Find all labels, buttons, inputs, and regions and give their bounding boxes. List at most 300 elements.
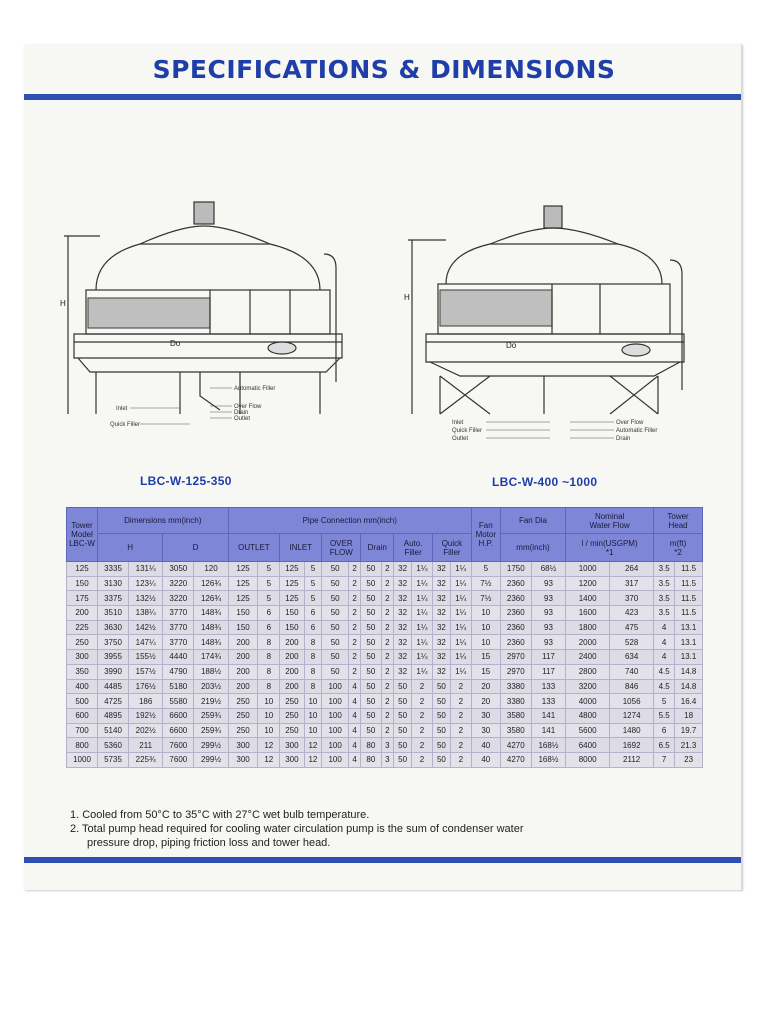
table-cell: 6400 — [566, 738, 610, 753]
table-cell: 11.5 — [675, 591, 703, 606]
table-row — [67, 752, 703, 767]
table-cell: 3.5 — [654, 576, 675, 591]
table-cell: 125 — [67, 562, 98, 577]
table-cell: 4270 — [500, 738, 531, 753]
table-cell: 148¾ — [194, 620, 228, 635]
table-cell: 2360 — [500, 606, 531, 621]
table-cell: 188½ — [194, 664, 228, 679]
table-cell: 32 — [433, 591, 451, 606]
table-cell: 23 — [675, 752, 703, 767]
table-cell: 2400 — [566, 650, 610, 665]
table-cell: 5 — [258, 576, 280, 591]
callout-outlet: Outlet — [452, 436, 469, 442]
table-cell: 203½ — [194, 679, 228, 694]
table-cell: 200 — [280, 664, 304, 679]
table-cell: 300 — [280, 738, 304, 753]
table-cell: 11.5 — [675, 606, 703, 621]
table-row — [67, 635, 703, 650]
table-cell: 50 — [433, 723, 451, 738]
callout-quick-filler: Quick Filler — [452, 428, 483, 434]
table-cell: 133 — [531, 679, 565, 694]
table-cell: 18 — [675, 708, 703, 723]
table-cell: 1750 — [500, 562, 531, 577]
table-row — [67, 576, 703, 591]
table-cell: 2 — [349, 664, 361, 679]
table-cell: 50 — [361, 606, 381, 621]
table-cell: 50 — [394, 679, 412, 694]
table-cell: 3.5 — [654, 591, 675, 606]
col-overflow — [322, 534, 361, 562]
table-cell: 4 — [349, 679, 361, 694]
table-cell: 8 — [258, 650, 280, 665]
table-cell: 5180 — [163, 679, 194, 694]
table-cell: 125 — [228, 562, 258, 577]
table-cell: 2 — [411, 694, 432, 709]
table-cell: 4790 — [163, 664, 194, 679]
col-h: H — [98, 534, 163, 562]
table-cell: 150 — [228, 620, 258, 635]
table-cell: 1¼ — [411, 635, 432, 650]
table-cell: 32 — [433, 635, 451, 650]
table-cell: 20 — [471, 679, 500, 694]
table-cell: 5 — [471, 562, 500, 577]
table-cell: 1¼ — [411, 562, 432, 577]
table-cell: 200 — [228, 679, 258, 694]
table-cell: 1¼ — [450, 591, 471, 606]
table-cell: 1¼ — [411, 620, 432, 635]
tower-diagram-large — [400, 200, 700, 448]
col-water-flow — [566, 508, 654, 534]
table-cell: 50 — [361, 708, 381, 723]
table-cell: 168½ — [531, 738, 565, 753]
table-cell: 3220 — [163, 591, 194, 606]
col-quick-filler — [433, 534, 472, 562]
table-cell: 370 — [610, 591, 654, 606]
table-cell: 200 — [228, 635, 258, 650]
table-cell: 1¼ — [411, 650, 432, 665]
table-cell: 125 — [280, 576, 304, 591]
table-cell: 68½ — [531, 562, 565, 577]
table-cell: 317 — [610, 576, 654, 591]
table-cell: 32 — [433, 576, 451, 591]
table-cell: 4 — [349, 694, 361, 709]
dim-h-label: H — [60, 299, 66, 308]
table-cell: 740 — [610, 664, 654, 679]
table-cell: 50 — [394, 738, 412, 753]
table-cell: 2 — [450, 752, 471, 767]
table-cell: 12 — [258, 752, 280, 767]
table-cell: 3050 — [163, 562, 194, 577]
table-cell: 1274 — [610, 708, 654, 723]
table-cell: 100 — [322, 679, 349, 694]
table-cell: 211 — [129, 738, 163, 753]
table-cell: 2 — [450, 694, 471, 709]
callout-outlet: Outlet — [234, 416, 251, 422]
table-cell: 32 — [394, 650, 412, 665]
table-cell: 150 — [67, 576, 98, 591]
table-cell: 4 — [349, 723, 361, 738]
table-cell: 1¼ — [411, 664, 432, 679]
table-row — [67, 650, 703, 665]
table-cell: 2 — [381, 679, 394, 694]
table-cell: 32 — [394, 606, 412, 621]
tower-drawing-large — [400, 200, 700, 448]
callout-quick-filler: Quick Filler — [110, 422, 141, 428]
table-cell: 225¾ — [129, 752, 163, 767]
table-cell: 5 — [654, 694, 675, 709]
col-dimensions: Dimensions mm(inch) — [98, 508, 229, 534]
table-cell: 50 — [322, 650, 349, 665]
table-cell: 168½ — [531, 752, 565, 767]
header-motor: Motor — [475, 530, 497, 539]
table-cell: 2970 — [500, 650, 531, 665]
header-lbc-w: LBC-W — [69, 539, 95, 548]
col-fan-dia: Fan Dia — [500, 508, 565, 534]
table-cell: 4 — [349, 752, 361, 767]
header-flow: FLOW — [329, 547, 353, 557]
header-filler: Filler — [404, 547, 422, 557]
table-cell: 141 — [531, 723, 565, 738]
table-cell: 117 — [531, 650, 565, 665]
table-cell: 4895 — [98, 708, 129, 723]
table-cell: 6 — [304, 606, 322, 621]
table-row — [67, 606, 703, 621]
table-cell: 93 — [531, 635, 565, 650]
table-cell: 2 — [450, 708, 471, 723]
table-cell: 10 — [304, 694, 322, 709]
table-cell: 4485 — [98, 679, 129, 694]
table-cell: 132½ — [129, 591, 163, 606]
table-cell: 1600 — [566, 606, 610, 621]
table-cell: 2 — [450, 738, 471, 753]
dim-do-label: Do — [506, 341, 517, 350]
table-cell: 2 — [349, 606, 361, 621]
table-cell: 13.1 — [675, 620, 703, 635]
table-cell: 50 — [322, 591, 349, 606]
table-cell: 2 — [349, 591, 361, 606]
header-over: OVER — [329, 538, 353, 548]
table-cell: 125 — [280, 591, 304, 606]
table-cell: 8 — [304, 635, 322, 650]
table-cell: 50 — [361, 591, 381, 606]
table-cell: 15 — [471, 650, 500, 665]
col-tower-head-unit — [654, 534, 703, 562]
table-cell: 186 — [129, 694, 163, 709]
table-cell: 3130 — [98, 576, 129, 591]
table-cell: 117 — [531, 664, 565, 679]
table-cell: 7600 — [163, 738, 194, 753]
table-cell: 3335 — [98, 562, 129, 577]
table-cell: 475 — [610, 620, 654, 635]
table-cell: 2360 — [500, 620, 531, 635]
table-cell: 10 — [258, 694, 280, 709]
table-cell: 14.8 — [675, 664, 703, 679]
table-cell: 5600 — [566, 723, 610, 738]
table-cell: 4 — [349, 738, 361, 753]
table-cell: 50 — [322, 635, 349, 650]
col-pipe-connection: Pipe Connection mm(inch) — [228, 508, 471, 534]
table-cell: 2112 — [610, 752, 654, 767]
col-drain: Drain — [361, 534, 394, 562]
table-cell: 93 — [531, 606, 565, 621]
table-cell: 2360 — [500, 591, 531, 606]
table-cell: 10 — [304, 723, 322, 738]
table-cell: 5140 — [98, 723, 129, 738]
table-cell: 100 — [322, 694, 349, 709]
table-cell: 200 — [280, 635, 304, 650]
table-cell: 500 — [67, 694, 98, 709]
table-cell: 131¼ — [129, 562, 163, 577]
table-cell: 1400 — [566, 591, 610, 606]
callout-over-flow: Over Flow — [616, 420, 644, 426]
table-cell: 148¾ — [194, 635, 228, 650]
table-cell: 3380 — [500, 679, 531, 694]
table-cell: 2800 — [566, 664, 610, 679]
table-cell: 32 — [394, 591, 412, 606]
table-cell: 350 — [67, 664, 98, 679]
table-cell: 148¾ — [194, 606, 228, 621]
table-cell: 5 — [304, 576, 322, 591]
table-cell: 32 — [433, 562, 451, 577]
table-cell: 1¼ — [450, 606, 471, 621]
table-cell: 3380 — [500, 694, 531, 709]
table-cell: 800 — [67, 738, 98, 753]
table-cell: 2 — [349, 620, 361, 635]
table-cell: 1¼ — [411, 591, 432, 606]
table-cell: 7½ — [471, 576, 500, 591]
table-cell: 4000 — [566, 694, 610, 709]
table-cell: 5 — [258, 591, 280, 606]
table-cell: 80 — [361, 738, 381, 753]
table-cell: 3.5 — [654, 606, 675, 621]
table-cell: 2970 — [500, 664, 531, 679]
table-cell: 100 — [322, 752, 349, 767]
table-cell: 50 — [361, 679, 381, 694]
table-row — [67, 708, 703, 723]
table-cell: 1¼ — [450, 635, 471, 650]
table-cell: 5580 — [163, 694, 194, 709]
table-cell: 120 — [194, 562, 228, 577]
header-model: Model — [71, 530, 93, 539]
table-cell: 1800 — [566, 620, 610, 635]
table-cell: 100 — [322, 723, 349, 738]
table-cell: 2 — [381, 664, 394, 679]
col-outlet: OUTLET — [228, 534, 280, 562]
table-cell: 300 — [228, 752, 258, 767]
table-cell: 2 — [381, 708, 394, 723]
table-cell: 219½ — [194, 694, 228, 709]
table-cell: 12 — [258, 738, 280, 753]
table-cell: 202½ — [129, 723, 163, 738]
callout-automatic-filler: Automatic Filler — [234, 386, 276, 392]
col-inlet: INLET — [280, 534, 322, 562]
table-cell: 200 — [67, 606, 98, 621]
table-cell: 1200 — [566, 576, 610, 591]
table-cell: 1¼ — [450, 620, 471, 635]
table-row — [67, 620, 703, 635]
footnote-1: 1. Cooled from 50°C to 35°C with 27°C wet bulb temperature. — [70, 809, 370, 821]
table-cell: 3770 — [163, 606, 194, 621]
table-cell: 6 — [304, 620, 322, 635]
table-cell: 3.5 — [654, 562, 675, 577]
table-cell: 32 — [433, 620, 451, 635]
table-cell: 133 — [531, 694, 565, 709]
table-cell: 3750 — [98, 635, 129, 650]
dim-h-label: H — [404, 293, 410, 302]
col-fan-dia-unit: mm(inch) — [500, 534, 565, 562]
table-row — [67, 664, 703, 679]
table-cell: 2 — [450, 723, 471, 738]
table-cell: 5735 — [98, 752, 129, 767]
table-cell: 299½ — [194, 738, 228, 753]
table-cell: 40 — [471, 738, 500, 753]
table-row — [67, 694, 703, 709]
table-cell: 4800 — [566, 708, 610, 723]
table-cell: 7½ — [471, 591, 500, 606]
callout-drain: Drain — [616, 436, 631, 442]
table-cell: 5 — [258, 562, 280, 577]
table-cell: 1¼ — [411, 606, 432, 621]
table-cell: 15 — [471, 664, 500, 679]
table-cell: 50 — [361, 650, 381, 665]
table-cell: 50 — [433, 679, 451, 694]
table-cell: 3770 — [163, 620, 194, 635]
table-cell: 8 — [304, 664, 322, 679]
header-note-2: *2 — [674, 547, 682, 557]
table-cell: 125 — [280, 562, 304, 577]
table-cell: 32 — [433, 664, 451, 679]
table-cell: 32 — [394, 562, 412, 577]
table-cell: 50 — [394, 708, 412, 723]
table-cell: 50 — [433, 752, 451, 767]
footnotes — [70, 808, 710, 850]
header-head: Head — [668, 520, 688, 530]
table-cell: 32 — [394, 635, 412, 650]
table-cell: 147¼ — [129, 635, 163, 650]
table-cell: 3375 — [98, 591, 129, 606]
table-cell: 30 — [471, 723, 500, 738]
table-cell: 1¼ — [450, 576, 471, 591]
table-cell: 50 — [361, 620, 381, 635]
col-water-flow-unit — [566, 534, 654, 562]
table-cell: 150 — [280, 620, 304, 635]
table-cell: 2000 — [566, 635, 610, 650]
header-nominal: Nominal — [594, 511, 625, 521]
table-cell: 6.5 — [654, 738, 675, 753]
table-cell: 2 — [411, 738, 432, 753]
table-cell: 50 — [322, 562, 349, 577]
table-cell: 10 — [258, 723, 280, 738]
footnote-2-continued: pressure drop, piping friction loss and tower head. — [87, 837, 331, 849]
table-cell: 3770 — [163, 635, 194, 650]
table-cell: 250 — [280, 723, 304, 738]
header-note-1: *1 — [605, 547, 614, 557]
table-cell: 100 — [322, 738, 349, 753]
table-row — [67, 679, 703, 694]
table-cell: 2 — [381, 723, 394, 738]
table-cell: 2 — [411, 679, 432, 694]
table-cell: 6 — [654, 723, 675, 738]
table-cell: 155½ — [129, 650, 163, 665]
table-cell: 1692 — [610, 738, 654, 753]
table-cell: 10 — [471, 606, 500, 621]
table-cell: 250 — [280, 694, 304, 709]
table-cell: 4 — [654, 650, 675, 665]
table-cell: 2 — [349, 635, 361, 650]
table-cell: 4 — [349, 708, 361, 723]
table-cell: 8 — [258, 635, 280, 650]
table-cell: 125 — [228, 576, 258, 591]
table-cell: 2 — [349, 562, 361, 577]
table-cell: 50 — [433, 694, 451, 709]
table-cell: 2 — [411, 752, 432, 767]
table-cell: 50 — [322, 620, 349, 635]
table-cell: 93 — [531, 620, 565, 635]
header-water-flow-unit: l / min(USGPM) — [581, 538, 638, 548]
table-cell: 30 — [471, 708, 500, 723]
table-cell: 3580 — [500, 723, 531, 738]
table-cell: 299½ — [194, 752, 228, 767]
col-tower-head — [654, 508, 703, 534]
table-cell: 3200 — [566, 679, 610, 694]
table-cell: 6 — [258, 620, 280, 635]
table-cell: 400 — [67, 679, 98, 694]
table-cell: 2360 — [500, 635, 531, 650]
table-cell: 634 — [610, 650, 654, 665]
header-filler: Filler — [443, 547, 461, 557]
table-cell: 250 — [228, 723, 258, 738]
table-cell: 50 — [361, 635, 381, 650]
table-cell: 6600 — [163, 708, 194, 723]
table-cell: 250 — [280, 708, 304, 723]
table-cell: 12 — [304, 752, 322, 767]
table-cell: 11.5 — [675, 576, 703, 591]
table-cell: 50 — [361, 694, 381, 709]
table-cell: 8 — [304, 650, 322, 665]
table-cell: 264 — [610, 562, 654, 577]
table-cell: 2 — [349, 576, 361, 591]
table-cell: 93 — [531, 591, 565, 606]
table-cell: 141 — [531, 708, 565, 723]
table-cell: 10 — [304, 708, 322, 723]
table-cell: 8000 — [566, 752, 610, 767]
table-cell: 4 — [654, 620, 675, 635]
table-cell: 700 — [67, 723, 98, 738]
table-cell: 50 — [322, 576, 349, 591]
table-cell: 20 — [471, 694, 500, 709]
table-cell: 1000 — [67, 752, 98, 767]
table-cell: 50 — [322, 664, 349, 679]
table-cell: 5360 — [98, 738, 129, 753]
table-cell: 138¼ — [129, 606, 163, 621]
table-cell: 3 — [381, 738, 394, 753]
callout-automatic-filler: Automatic Filler — [616, 428, 658, 434]
table-cell: 1¼ — [411, 576, 432, 591]
table-cell: 125 — [228, 591, 258, 606]
table-cell: 142½ — [129, 620, 163, 635]
header-auto: Auto. — [403, 538, 423, 548]
callout-inlet: Inlet — [452, 420, 464, 426]
table-cell: 2360 — [500, 576, 531, 591]
table-cell: 50 — [433, 738, 451, 753]
header-water-flow: Water Flow — [589, 520, 630, 530]
table-row — [67, 562, 703, 577]
table-cell: 1480 — [610, 723, 654, 738]
callout-over-flow: Over Flow — [234, 404, 262, 410]
table-cell: 7 — [654, 752, 675, 767]
table-cell: 40 — [471, 752, 500, 767]
bottom-divider — [24, 857, 741, 863]
